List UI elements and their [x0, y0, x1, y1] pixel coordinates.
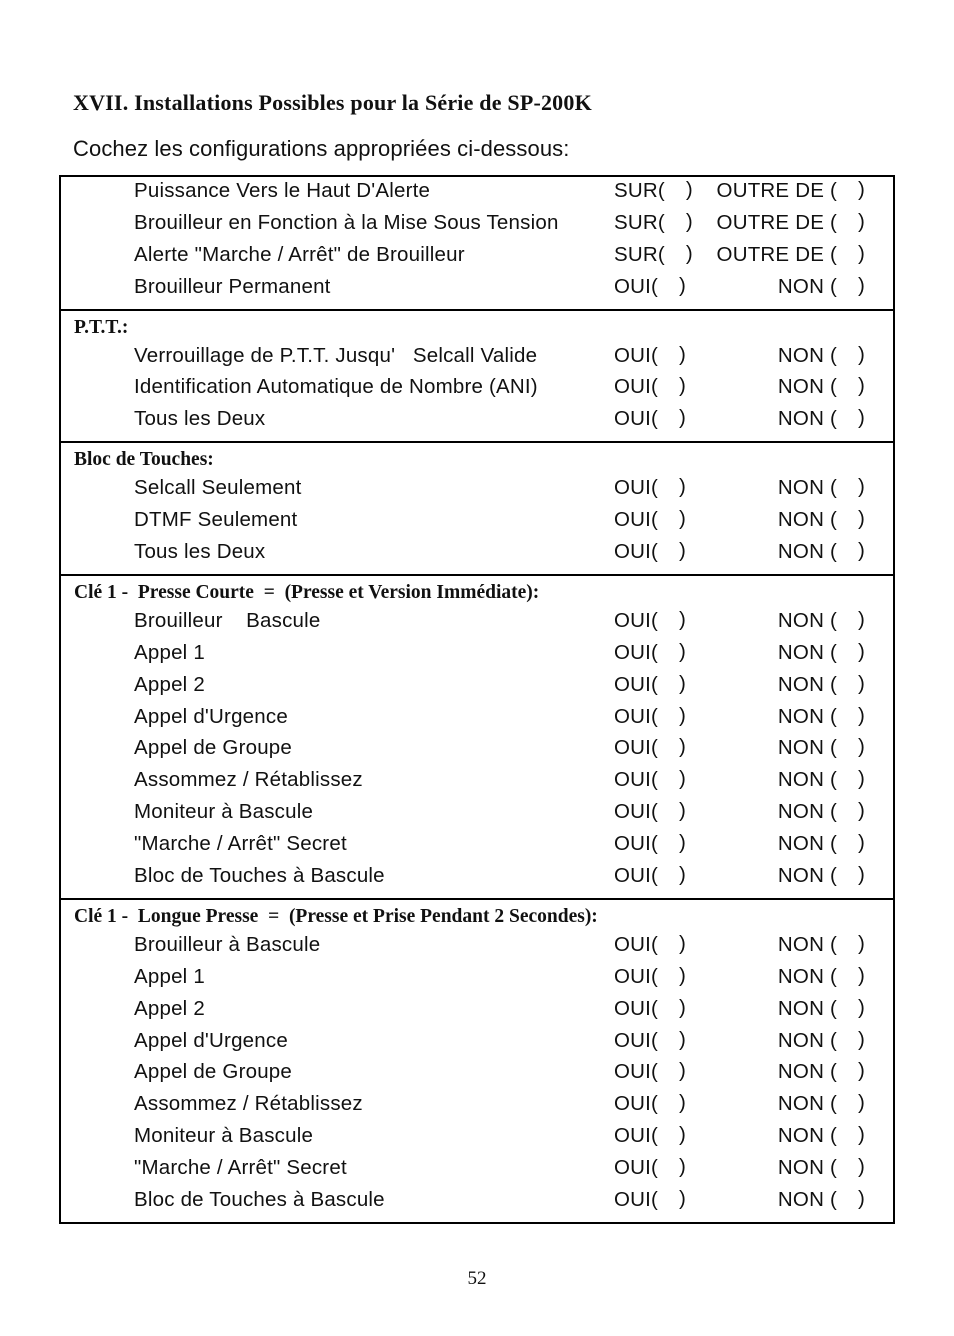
yes-choice-label: OUI(	[614, 1060, 659, 1084]
no-choice-label: OUTRE DE (	[716, 242, 837, 266]
section-keypad	[61, 441, 893, 574]
no-choice-label: NON (	[777, 476, 837, 500]
no-checkbox[interactable]	[837, 642, 867, 662]
no-choice	[778, 1122, 867, 1150]
option-row	[61, 703, 893, 735]
yes-choice	[614, 931, 688, 959]
no-choice-label: NON (	[777, 672, 837, 696]
yes-checkbox[interactable]	[658, 509, 688, 529]
option-row	[61, 405, 893, 437]
no-choice-label: NON (	[777, 375, 837, 399]
option-label: Appel 1	[134, 640, 205, 664]
no-checkbox[interactable]	[837, 833, 867, 853]
option-label: Brouilleur à Bascule	[134, 932, 321, 956]
no-choice-label: NON (	[777, 996, 837, 1020]
yes-choice	[614, 830, 688, 858]
no-choice-label: NON (	[777, 704, 837, 728]
no-choice-label: NON (	[777, 1188, 837, 1212]
yes-checkbox[interactable]	[658, 737, 688, 757]
instructions: Cochez les configurations appropriées ci-dessous:	[73, 136, 570, 161]
yes-choice-label: OUI(	[614, 476, 659, 500]
yes-checkbox[interactable]	[665, 212, 695, 232]
no-choice-label: OUTRE DE (	[716, 179, 837, 202]
no-checkbox[interactable]	[837, 1061, 867, 1081]
no-choice-label: OUTRE DE (	[716, 210, 837, 234]
yes-choice	[614, 506, 688, 534]
section-title: Clé 1 - Presse Courte = (Presse et Version Immédiate):	[74, 581, 540, 603]
section-title: P.T.T.:	[74, 316, 129, 338]
no-choice	[778, 1186, 867, 1214]
option-label: Assommez / Rétablissez	[134, 768, 363, 792]
yes-choice	[614, 862, 688, 890]
no-choice	[778, 798, 867, 826]
yes-choice-label: OUI(	[614, 832, 659, 856]
yes-choice	[614, 766, 688, 794]
yes-choice	[614, 342, 688, 370]
option-row	[61, 1186, 893, 1218]
yes-choice	[614, 1090, 688, 1118]
no-choice-label: NON (	[777, 407, 837, 431]
no-checkbox[interactable]	[837, 706, 867, 726]
yes-choice	[614, 607, 688, 635]
option-row	[61, 963, 893, 995]
option-row	[61, 862, 893, 894]
no-choice	[717, 177, 867, 205]
yes-choice-label: OUI(	[614, 1028, 659, 1052]
yes-choice-label: OUI(	[614, 1156, 659, 1180]
yes-choice-label: OUI(	[614, 375, 659, 399]
option-label: Appel 2	[134, 672, 205, 696]
option-row	[61, 1027, 893, 1059]
page-number: 52	[467, 1268, 487, 1289]
no-choice-label: NON (	[777, 1092, 837, 1116]
configuration-form	[59, 175, 895, 1224]
no-checkbox[interactable]	[837, 408, 867, 428]
yes-choice-label: SUR(	[614, 210, 665, 234]
yes-choice-label: OUI(	[614, 274, 659, 298]
yes-checkbox[interactable]	[658, 345, 688, 365]
yes-choice	[614, 734, 688, 762]
no-choice	[778, 273, 867, 301]
no-checkbox[interactable]	[837, 345, 867, 365]
no-choice	[778, 862, 867, 890]
option-row	[61, 342, 893, 374]
yes-choice-label: OUI(	[614, 768, 659, 792]
no-checkbox[interactable]	[837, 1125, 867, 1145]
yes-choice-label: OUI(	[614, 608, 659, 632]
yes-checkbox[interactable]	[658, 769, 688, 789]
yes-choice-label: OUI(	[614, 932, 659, 956]
yes-checkbox[interactable]	[665, 180, 695, 200]
yes-checkbox[interactable]	[658, 477, 688, 497]
section-key1-long	[61, 898, 893, 1222]
no-checkbox[interactable]	[837, 934, 867, 954]
yes-checkbox[interactable]	[658, 1125, 688, 1145]
yes-choice-label: OUI(	[614, 864, 659, 888]
no-choice-label: NON (	[777, 343, 837, 367]
option-label: Tous les Deux	[134, 540, 266, 564]
no-choice	[778, 671, 867, 699]
option-label: "Marche / Arrêt" Secret	[134, 832, 347, 856]
option-label: Brouilleur Permanent	[134, 274, 331, 298]
yes-choice-label: OUI(	[614, 1124, 659, 1148]
option-label: Moniteur à Bascule	[134, 1124, 314, 1148]
option-row	[61, 607, 893, 639]
no-checkbox[interactable]	[837, 966, 867, 986]
no-choice	[778, 538, 867, 566]
no-choice-label: NON (	[777, 864, 837, 888]
no-choice-label: NON (	[777, 1124, 837, 1148]
option-label: Bloc de Touches à Bascule	[134, 864, 385, 888]
option-row	[61, 209, 893, 241]
no-checkbox[interactable]	[837, 509, 867, 529]
option-label: Verrouillage de P.T.T. Jusqu' Selcall Valide	[134, 343, 538, 367]
no-choice-label: NON (	[777, 1060, 837, 1084]
option-row	[61, 766, 893, 798]
yes-choice-label: OUI(	[614, 508, 659, 532]
no-choice	[778, 639, 867, 667]
no-checkbox[interactable]	[837, 769, 867, 789]
no-choice	[778, 963, 867, 991]
option-label: Identification Automatique de Nombre (ANI)	[134, 375, 538, 399]
no-choice	[778, 931, 867, 959]
option-row	[61, 830, 893, 862]
no-choice-label: NON (	[777, 274, 837, 298]
yes-checkbox[interactable]	[658, 706, 688, 726]
no-choice-label: NON (	[777, 540, 837, 564]
yes-choice	[614, 474, 688, 502]
no-choice	[778, 1058, 867, 1086]
option-label: Appel de Groupe	[134, 736, 293, 760]
no-checkbox[interactable]	[837, 865, 867, 885]
yes-choice	[614, 241, 695, 269]
section-title: Bloc de Touches:	[74, 449, 214, 471]
yes-choice	[614, 671, 688, 699]
yes-choice	[614, 273, 688, 301]
no-checkbox[interactable]	[837, 1157, 867, 1177]
no-choice-label: NON (	[777, 1156, 837, 1180]
no-choice-label: NON (	[777, 832, 837, 856]
yes-checkbox[interactable]	[658, 376, 688, 396]
yes-checkbox[interactable]	[658, 865, 688, 885]
yes-choice-label: SUR(	[614, 242, 665, 266]
yes-choice-label: SUR(	[614, 179, 665, 202]
yes-checkbox[interactable]	[658, 833, 688, 853]
no-checkbox[interactable]	[837, 180, 867, 200]
no-choice	[778, 405, 867, 433]
no-choice-label: NON (	[777, 736, 837, 760]
yes-choice	[614, 405, 688, 433]
no-choice	[778, 474, 867, 502]
yes-choice-label: OUI(	[614, 736, 659, 760]
yes-choice	[614, 538, 688, 566]
option-label: DTMF Seulement	[134, 508, 298, 532]
no-choice	[778, 734, 867, 762]
yes-choice	[614, 177, 695, 205]
no-checkbox[interactable]	[837, 244, 867, 264]
no-choice-label: NON (	[777, 640, 837, 664]
yes-choice	[614, 1154, 688, 1182]
no-choice	[778, 373, 867, 401]
option-row	[61, 1154, 893, 1186]
no-checkbox[interactable]	[837, 801, 867, 821]
no-choice	[778, 607, 867, 635]
yes-choice	[614, 963, 688, 991]
no-choice	[778, 1027, 867, 1055]
yes-checkbox[interactable]	[658, 610, 688, 630]
no-choice-label: NON (	[777, 768, 837, 792]
yes-checkbox[interactable]	[658, 1093, 688, 1113]
option-row	[61, 177, 893, 209]
option-label: Brouilleur Bascule	[134, 608, 321, 632]
option-label: Alerte "Marche / Arrêt" de Brouilleur	[134, 242, 465, 266]
option-label: Appel de Groupe	[134, 1060, 293, 1084]
yes-choice	[614, 373, 688, 401]
no-checkbox[interactable]	[837, 737, 867, 757]
yes-choice	[614, 639, 688, 667]
no-checkbox[interactable]	[837, 276, 867, 296]
no-choice-label: NON (	[777, 1028, 837, 1052]
no-choice-label: NON (	[777, 608, 837, 632]
option-label: Assommez / Rétablissez	[134, 1092, 363, 1116]
option-row	[61, 671, 893, 703]
no-choice	[778, 766, 867, 794]
option-row	[61, 931, 893, 963]
yes-checkbox[interactable]	[658, 674, 688, 694]
option-label: Appel d'Urgence	[134, 1028, 288, 1052]
no-choice	[778, 1154, 867, 1182]
yes-choice	[614, 1122, 688, 1150]
yes-choice	[614, 1186, 688, 1214]
yes-choice-label: OUI(	[614, 800, 659, 824]
yes-checkbox[interactable]	[665, 244, 695, 264]
no-checkbox[interactable]	[837, 477, 867, 497]
no-choice-label: NON (	[777, 508, 837, 532]
yes-checkbox[interactable]	[658, 1157, 688, 1177]
yes-choice	[614, 995, 688, 1023]
no-choice	[778, 830, 867, 858]
no-checkbox[interactable]	[837, 610, 867, 630]
no-choice-label: NON (	[777, 800, 837, 824]
option-label: Tous les Deux	[134, 407, 266, 431]
option-row	[61, 639, 893, 671]
yes-checkbox[interactable]	[658, 1061, 688, 1081]
no-checkbox[interactable]	[837, 674, 867, 694]
no-checkbox[interactable]	[837, 1030, 867, 1050]
yes-checkbox[interactable]	[658, 801, 688, 821]
no-choice	[778, 342, 867, 370]
yes-choice	[614, 798, 688, 826]
no-choice	[778, 1090, 867, 1118]
yes-checkbox[interactable]	[658, 1189, 688, 1209]
yes-choice	[614, 1058, 688, 1086]
section-key1-short	[61, 574, 893, 898]
option-label: Bloc de Touches à Bascule	[134, 1188, 385, 1212]
yes-choice-label: OUI(	[614, 1092, 659, 1116]
no-checkbox[interactable]	[837, 1093, 867, 1113]
yes-checkbox[interactable]	[658, 934, 688, 954]
option-row	[61, 1122, 893, 1154]
option-label: Moniteur à Bascule	[134, 800, 314, 824]
yes-choice-label: OUI(	[614, 1188, 659, 1212]
yes-checkbox[interactable]	[658, 1030, 688, 1050]
yes-choice-label: OUI(	[614, 540, 659, 564]
option-row	[61, 538, 893, 570]
yes-checkbox[interactable]	[658, 541, 688, 561]
yes-checkbox[interactable]	[658, 276, 688, 296]
option-label: "Marche / Arrêt" Secret	[134, 1156, 347, 1180]
option-label: Appel d'Urgence	[134, 704, 288, 728]
page-title: XVII. Installations Possibles pour la Série de SP-200K	[73, 90, 592, 115]
option-row	[61, 995, 893, 1027]
yes-checkbox[interactable]	[658, 966, 688, 986]
yes-choice	[614, 703, 688, 731]
yes-choice-label: OUI(	[614, 996, 659, 1020]
option-label: Selcall Seulement	[134, 476, 302, 500]
option-label: Brouilleur en Fonction à la Mise Sous Tension	[134, 210, 559, 234]
no-choice	[778, 995, 867, 1023]
option-label: Appel 1	[134, 964, 205, 988]
no-checkbox[interactable]	[837, 376, 867, 396]
option-row	[61, 506, 893, 538]
yes-choice	[614, 1027, 688, 1055]
no-choice	[717, 241, 867, 269]
option-row	[61, 474, 893, 506]
yes-choice-label: OUI(	[614, 704, 659, 728]
yes-checkbox[interactable]	[658, 408, 688, 428]
no-checkbox[interactable]	[837, 998, 867, 1018]
no-checkbox[interactable]	[837, 541, 867, 561]
section-alert	[61, 177, 893, 309]
no-choice-label: NON (	[777, 932, 837, 956]
no-choice	[778, 703, 867, 731]
option-row	[61, 273, 893, 305]
no-checkbox[interactable]	[837, 1189, 867, 1209]
option-row	[61, 373, 893, 405]
yes-choice-label: OUI(	[614, 672, 659, 696]
yes-choice	[614, 209, 695, 237]
yes-choice-label: OUI(	[614, 640, 659, 664]
yes-checkbox[interactable]	[658, 998, 688, 1018]
option-row	[61, 1058, 893, 1090]
option-row	[61, 734, 893, 766]
option-row	[61, 1090, 893, 1122]
option-label: Appel 2	[134, 996, 205, 1020]
section-title: Clé 1 - Longue Presse = (Presse et Prise Pendant 2 Secondes):	[74, 905, 598, 927]
no-choice	[778, 506, 867, 534]
yes-choice-label: OUI(	[614, 407, 659, 431]
section-ptt	[61, 309, 893, 442]
yes-choice-label: OUI(	[614, 343, 659, 367]
option-row	[61, 798, 893, 830]
no-choice-label: NON (	[777, 964, 837, 988]
yes-choice-label: OUI(	[614, 964, 659, 988]
option-label: Puissance Vers le Haut D'Alerte	[134, 179, 431, 202]
option-row	[61, 241, 893, 273]
yes-checkbox[interactable]	[658, 642, 688, 662]
no-choice	[717, 209, 867, 237]
no-checkbox[interactable]	[837, 212, 867, 232]
